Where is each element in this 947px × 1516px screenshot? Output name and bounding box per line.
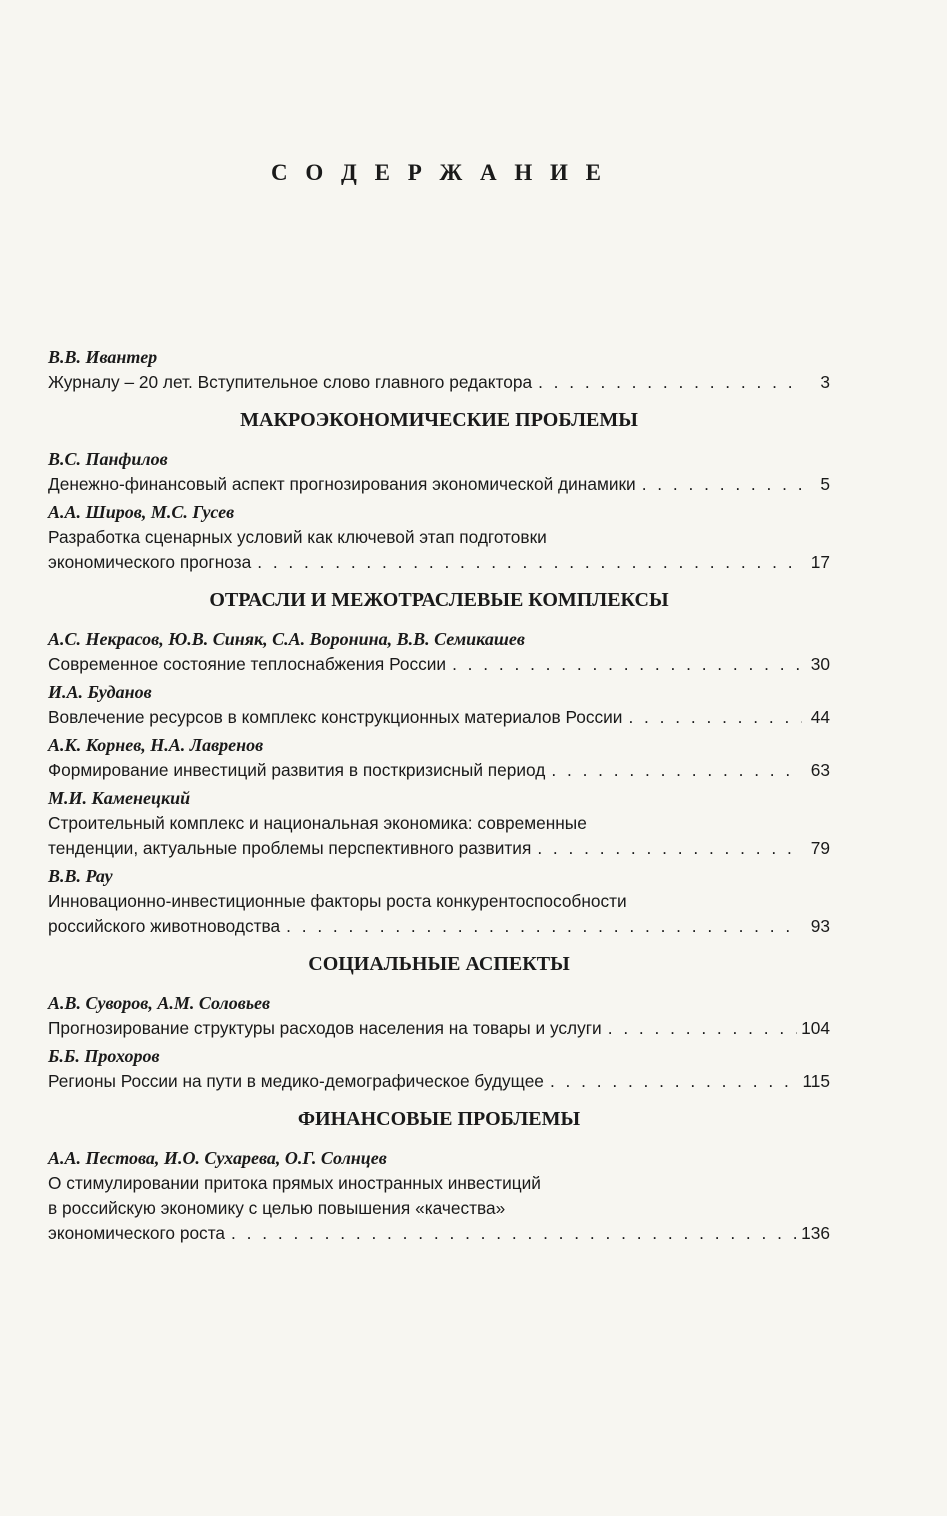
section-heading: ОТРАСЛИ И МЕЖОТРАСЛЕВЫЕ КОМПЛЕКСЫ [209, 589, 669, 611]
entry-title-lastline [48, 550, 830, 575]
entry-authors: И.А. Буданов [48, 682, 152, 702]
entry-title [48, 705, 830, 730]
entry-title [48, 652, 830, 677]
page-number: 3 [820, 372, 830, 392]
entry-title-line: Современное состояние теплоснабжения России [48, 654, 447, 674]
entry-title-line: экономического роста [48, 1223, 226, 1243]
entry-title-line: российского животноводства [48, 916, 281, 936]
toc-entry [48, 499, 830, 575]
entry-title-lastline [48, 472, 830, 497]
entry-authors: А.А. Пестова, И.О. Сухарева, О.Г. Солнцев [48, 1148, 387, 1168]
toc-entry [48, 732, 830, 783]
entry-title [48, 1016, 830, 1041]
toc-entry [48, 785, 830, 861]
entry-title-lastline [48, 914, 830, 939]
leader-dots [257, 550, 802, 575]
entry-title-line: Строительный комплекс и национальная экономика: современные [48, 813, 587, 833]
entry-title-line: Вовлечение ресурсов в комплекс конструкционных материалов России [48, 707, 623, 727]
entry-title-line: Прогнозирование структуры расходов населения на товары и услуги [48, 1018, 602, 1038]
entry-title-lastline [48, 705, 830, 730]
entry-title [48, 370, 830, 395]
entry-title-line: Регионы России на пути в медико-демографическое будущее [48, 1071, 544, 1091]
page-number: 17 [810, 552, 830, 572]
leader-dots [642, 472, 802, 497]
entry-authors: Б.Б. Прохоров [48, 1046, 160, 1066]
entry-title-line: тенденции, актуальные проблемы перспективного развития [48, 838, 532, 858]
entry-title-line: Денежно-финансовый аспект прогнозирования экономической динамики [48, 474, 636, 494]
entry-title-lastline [48, 1016, 830, 1041]
page-number: 136 [801, 1223, 830, 1243]
leader-dots [452, 652, 802, 677]
page-number: 44 [810, 707, 830, 727]
leader-dots [608, 1016, 797, 1041]
page-number: 79 [810, 838, 830, 858]
entry-title-line: Инновационно-инвестиционные факторы роста конкурентоспособности [48, 891, 627, 911]
leader-dots [286, 914, 802, 939]
leader-dots [538, 370, 802, 395]
entry-title-lastline [48, 1221, 830, 1246]
entry-title-line: О стимулировании притока прямых иностранных инвестиций [48, 1173, 541, 1193]
entry-title-line: экономического прогноза [48, 552, 252, 572]
page-number: 63 [810, 760, 830, 780]
entry-title [48, 525, 830, 575]
leader-dots [537, 836, 802, 861]
page-number: 104 [801, 1018, 830, 1038]
leader-dots [231, 1221, 797, 1246]
toc-page [48, 160, 830, 1248]
entry-title [48, 758, 830, 783]
leader-dots [550, 1069, 799, 1094]
entry-title [48, 811, 830, 861]
leader-dots [551, 758, 802, 783]
page-number: 115 [802, 1071, 830, 1091]
entry-title-line: Разработка сценарных условий как ключевой этап подготовки [48, 527, 547, 547]
entry-title [48, 472, 830, 497]
entry-authors: В.В. Ивантер [48, 347, 158, 367]
entry-authors: А.С. Некрасов, Ю.В. Синяк, С.А. Воронина, В.В. Семикашев [48, 629, 525, 649]
entry-authors: А.В. Суворов, А.М. Соловьев [48, 993, 271, 1013]
entry-title-lastline [48, 652, 830, 677]
entry-authors: А.К. Корнев, Н.А. Лавренов [48, 735, 264, 755]
toc-title: С О Д Е Р Ж А Н И Е [271, 160, 607, 185]
page-number: 93 [810, 916, 830, 936]
entry-authors: В.В. Рау [48, 866, 113, 886]
entry-title-lastline [48, 836, 830, 861]
toc-entry [48, 344, 830, 395]
toc-body [48, 344, 830, 1246]
entry-title-lastline [48, 1069, 830, 1094]
section-heading: ФИНАНСОВЫЕ ПРОБЛЕМЫ [297, 1108, 581, 1130]
section-heading: МАКРОЭКОНОМИЧЕСКИЕ ПРОБЛЕМЫ [240, 409, 638, 431]
entry-title [48, 1171, 830, 1246]
entry-authors: М.И. Каменецкий [48, 788, 191, 808]
toc-entry [48, 1145, 830, 1246]
entry-title-line: Формирование инвестиций развития в посткризисный период [48, 760, 546, 780]
entry-title-lastline [48, 370, 830, 395]
toc-entry [48, 863, 830, 939]
page-number: 5 [820, 474, 830, 494]
entry-title-lastline [48, 758, 830, 783]
entry-authors: В.С. Панфилов [48, 449, 168, 469]
section-heading: СОЦИАЛЬНЫЕ АСПЕКТЫ [308, 953, 570, 975]
entry-authors: А.А. Широв, М.С. Гусев [48, 502, 235, 522]
toc-entry [48, 626, 830, 677]
leader-dots [628, 705, 802, 730]
entry-title-line: в российскую экономику с целью повышения «качества» [48, 1198, 506, 1218]
page-number: 30 [810, 654, 830, 674]
entry-title [48, 1069, 830, 1094]
toc-entry [48, 679, 830, 730]
entry-title-line: Журналу – 20 лет. Вступительное слово главного редактора [48, 372, 533, 392]
toc-entry [48, 446, 830, 497]
entry-title [48, 889, 830, 939]
toc-entry [48, 1043, 830, 1094]
toc-entry [48, 990, 830, 1041]
